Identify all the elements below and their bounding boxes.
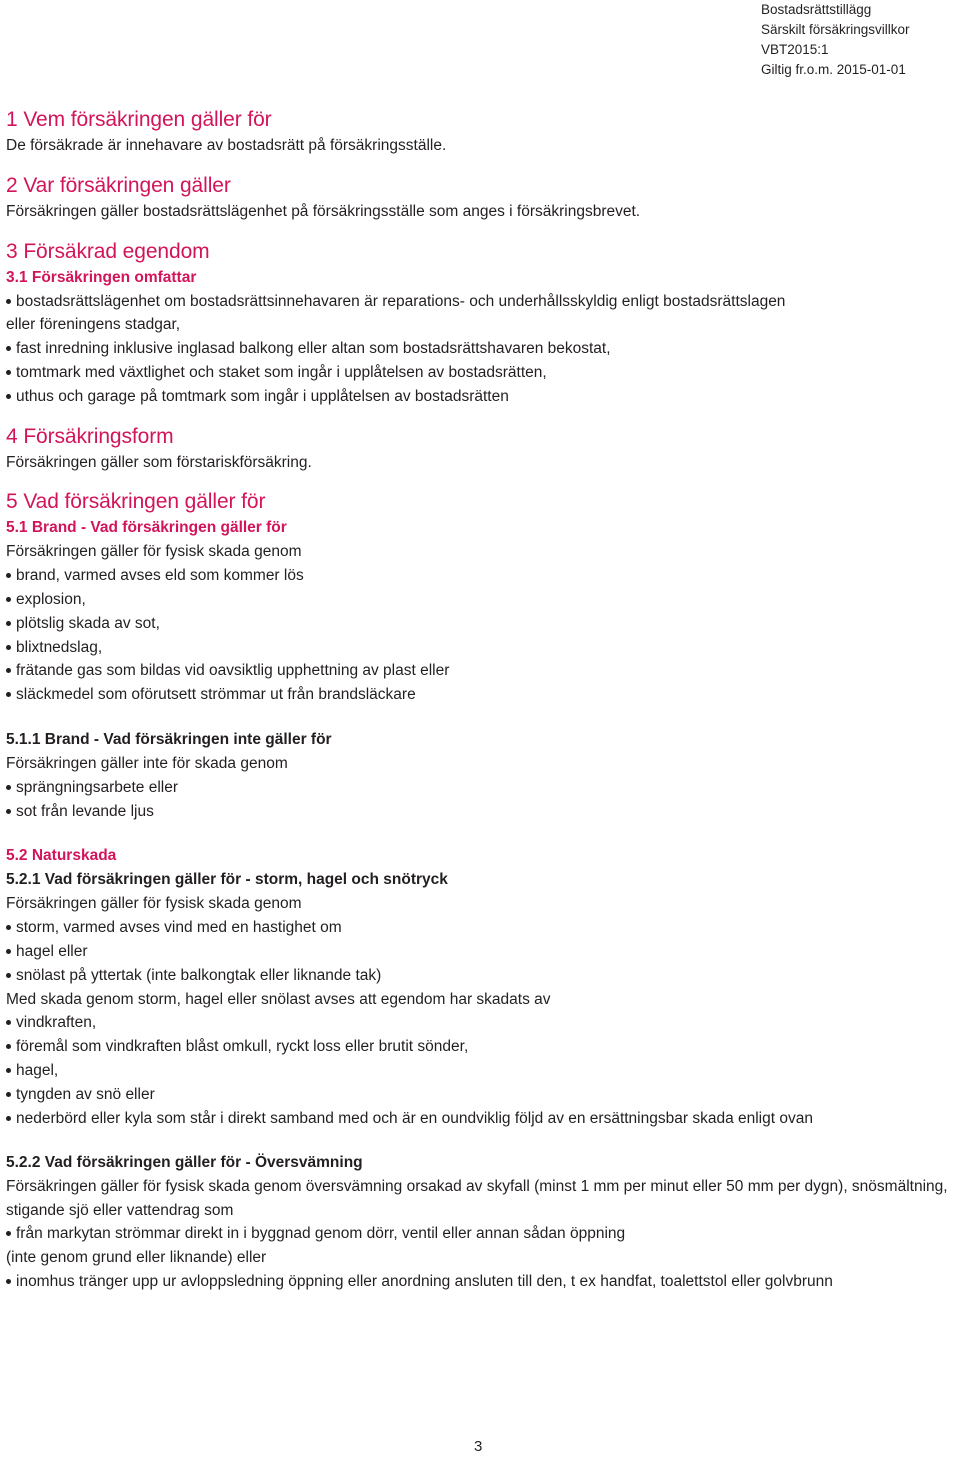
list-item: vindkraften, <box>6 1011 956 1035</box>
list-item: tyngden av snö eller <box>6 1083 956 1107</box>
terms-id: Särskilt försäkringsvillkor VBT2015:1 <box>761 22 910 57</box>
list-item: frätande gas som bildas vid oavsiktlig upphettning av plast eller <box>6 659 956 683</box>
section-4-heading: 4 Försäkringsform <box>6 424 174 448</box>
list-item: från markytan strömmar direkt in i byggnad genom dörr, ventil eller annan sådan öppning <box>6 1222 956 1246</box>
list-item: snölast på yttertak (inte balkongtak eller liknande tak) <box>6 964 956 988</box>
section-2-text: Försäkringen gäller bostadsrättslägenhet på försäkringsställe som anges i försäkringsbrevet. <box>6 202 641 220</box>
section-3-heading: 3 Försäkrad egendom <box>6 239 210 263</box>
section-3-1-heading: 3.1 Försäkringen omfattar <box>6 268 197 286</box>
document-body <box>6 106 956 1294</box>
list-item: sot från levande ljus <box>6 800 956 824</box>
list-item: släckmedel som oförutsett strömmar ut från brandsläckare <box>6 683 956 707</box>
list-item-continuation: (inte genom grund eller liknande) eller <box>6 1249 267 1267</box>
section-5-2-heading: 5.2 Naturskada <box>6 847 117 865</box>
section-5-1-1-heading: 5.1.1 Brand - Vad försäkringen inte gäller för <box>6 730 332 748</box>
section-5-2-2-intro: Försäkringen gäller för fysisk skada genom översvämning orsakad av skyfall (minst 1 mm per minut eller 50 mm per dygn), snösmältning, stigande sjö eller vattendrag som <box>6 1178 948 1219</box>
section-5-2-1-middle: Med skada genom storm, hagel eller snölast avses att egendom har skadats av <box>6 990 551 1008</box>
list-item: föremål som vindkraften blåst omkull, ryckt loss eller brutit sönder, <box>6 1035 956 1059</box>
list-item: nederbörd eller kyla som står i direkt samband med och är en oundviklig följd av en ersättningsbar skada enligt ovan <box>6 1107 956 1131</box>
list-item: hagel eller <box>6 940 956 964</box>
section-1-text: De försäkrade är innehavare av bostadsrätt på försäkringsställe. <box>6 137 447 154</box>
list-item: inomhus tränger upp ur avloppsledning öppning eller anordning ansluten till den, t ex handfat, toalettstol eller golvbrunn <box>6 1270 956 1294</box>
list-item: hagel, <box>6 1059 956 1083</box>
section-4-text: Försäkringen gäller som förstariskförsäkring. <box>6 453 312 471</box>
section-5-2-1-list <box>6 916 956 987</box>
section-5-1-heading: 5.1 Brand - Vad försäkringen gäller för <box>6 519 287 537</box>
section-5-2-1-intro: Försäkringen gäller för fysisk skada genom <box>6 895 302 913</box>
section-5-2-2-heading: 5.2.2 Vad försäkringen gäller för - Översvämning <box>6 1154 363 1172</box>
section-5-2-2-list <box>6 1222 956 1293</box>
list-item: sprängningsarbete eller <box>6 776 956 800</box>
list-item: tomtmark med växtlighet och staket som ingår i upplåtelsen av bostadsrätten, <box>6 361 956 385</box>
list-item: uthus och garage på tomtmark som ingår i upplåtelsen av bostadsrätten <box>6 385 956 409</box>
section-5-1-1-intro: Försäkringen gäller inte för skada genom <box>6 754 288 772</box>
section-5-heading: 5 Vad försäkringen gäller för <box>6 490 266 514</box>
product-name: Bostadsrättstillägg <box>761 2 872 17</box>
list-item-continuation: eller föreningens stadgar, <box>6 316 181 334</box>
section-5-1-list <box>6 564 956 707</box>
section-5-1-intro: Försäkringen gäller för fysisk skada genom <box>6 543 302 561</box>
list-item: brand, varmed avses eld som kommer lös <box>6 564 956 588</box>
section-5-2-1-list-2 <box>6 1011 956 1130</box>
section-2-heading: 2 Var försäkringen gäller <box>6 173 231 197</box>
document-header <box>761 0 960 80</box>
section-3-1-list <box>6 290 956 409</box>
list-item: bostadsrättslägenhet om bostadsrättsinnehavaren är reparations- och underhållsskyldig enligt bostadsrättslagen <box>6 290 956 314</box>
list-item: fast inredning inklusive inglasad balkong eller altan som bostadsrättshavaren bekostat, <box>6 337 956 361</box>
section-5-1-1-list <box>6 776 956 824</box>
section-5-2-1-heading: 5.2.1 Vad försäkringen gäller för - storm, hagel och snötryck <box>6 871 448 889</box>
section-1-heading: 1 Vem försäkringen gäller för <box>6 108 272 131</box>
valid-from: Giltig fr.o.m. 2015-01-01 <box>761 62 906 77</box>
list-item: explosion, <box>6 588 956 612</box>
list-item: blixtnedslag, <box>6 636 956 660</box>
list-item: storm, varmed avses vind med en hastighet om <box>6 916 956 940</box>
list-item: plötslig skada av sot, <box>6 612 956 636</box>
page-number: 3 <box>474 1438 483 1455</box>
